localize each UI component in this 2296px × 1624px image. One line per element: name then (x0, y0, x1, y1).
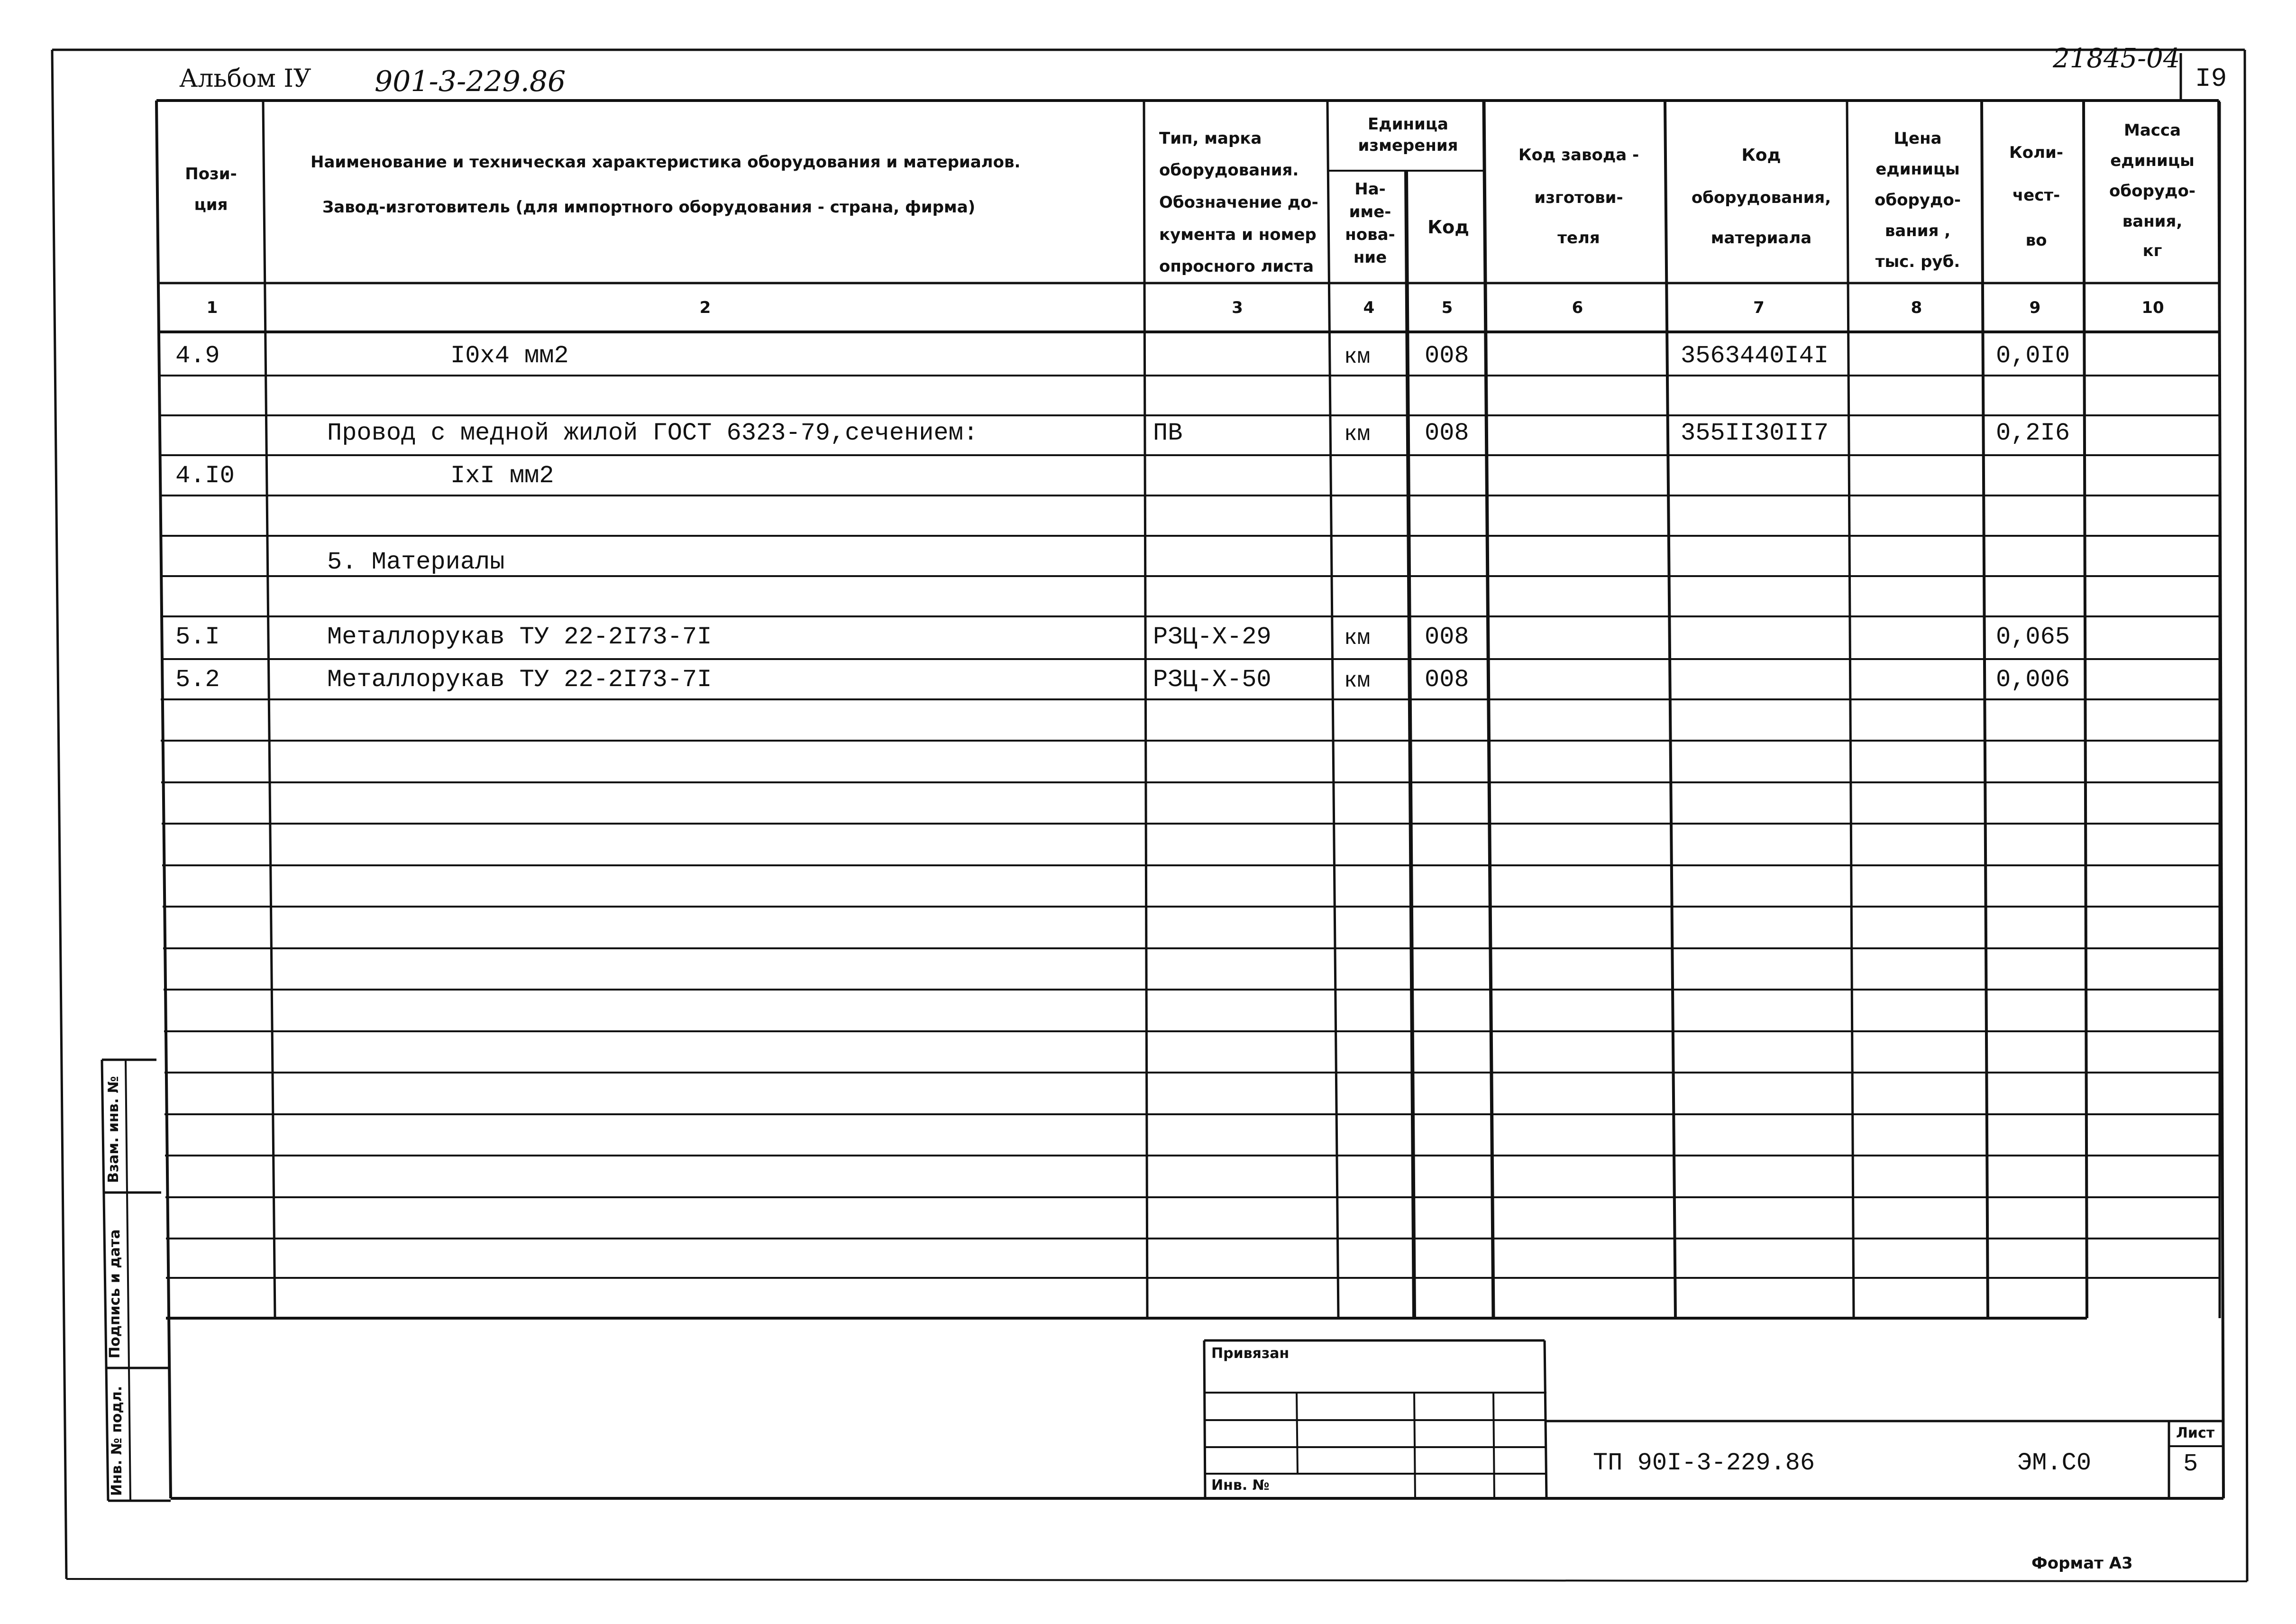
column-header-type-l3: Обозначение до- (1159, 193, 1318, 212)
row-quantity: 0,0I0 (1996, 342, 2070, 370)
side-stamp-inv-podl: Инв. № подл. (109, 1385, 125, 1496)
document-number-handwritten: 21845-04 (2053, 43, 2180, 74)
privyazan-label: Привязан (1211, 1345, 1290, 1362)
column-header-price-l4: вания , (1884, 221, 1951, 240)
row-position: 5.2 (175, 666, 220, 694)
row-position: 5.I (175, 623, 220, 651)
row-position: 4.9 (175, 342, 220, 370)
column-header-mass-l2: единицы (2110, 151, 2195, 170)
column-header-qty-l2: чест- (2012, 186, 2060, 205)
row-type: РЗЦ-Х-29 (1153, 623, 1271, 651)
document-designation: ТП 90I-3-229.86 (1593, 1449, 1815, 1477)
row-name: Провод с медной жилой ГОСТ 6323-79,сечением: (327, 419, 979, 447)
column-number-9: 9 (2029, 298, 2041, 317)
column-number-4: 4 (1363, 298, 1375, 317)
row-name: 5. Материалы (327, 548, 505, 576)
row-code: 008 (1425, 342, 1469, 370)
column-header-code-l2: оборудования, (1691, 188, 1831, 207)
row-code: 008 (1425, 623, 1469, 651)
column-header-code-l3: материала (1711, 229, 1812, 248)
column-header-qty-l3: во (2025, 231, 2047, 250)
column-header-type-l1: Тип, марка (1159, 129, 1262, 148)
column-header-unit-name-l3: нова- (1345, 225, 1395, 244)
row-unit: км (1344, 626, 1371, 651)
column-header-type-l4: кумента и номер (1159, 225, 1317, 244)
column-header-price-l3: оборудо- (1875, 191, 1961, 210)
inv-number-label: Инв. № (1211, 1477, 1270, 1494)
column-number-3: 3 (1232, 298, 1243, 317)
column-header-qty-l1: Коли- (2009, 143, 2063, 162)
column-number-10: 10 (2141, 298, 2164, 317)
column-number-5: 5 (1441, 298, 1453, 317)
column-header-mass-l3: оборудо- (2109, 182, 2195, 201)
column-header-factory-l3: теля (1557, 229, 1600, 248)
row-quantity: 0,2I6 (1996, 419, 2070, 447)
sheet-number: 5 (2183, 1450, 2198, 1478)
row-unit: км (1344, 345, 1371, 369)
column-header-type-l2: оборудования. (1159, 161, 1299, 180)
column-number-6: 6 (1572, 298, 1583, 317)
sheet-label: Лист (2176, 1425, 2215, 1441)
column-header-factory-l1: Код завода - (1518, 146, 1639, 165)
column-header-price-l1: Цена (1894, 129, 1942, 148)
column-header-mass-l5: кг (2142, 241, 2162, 260)
column-header-unit-name-l1: На- (1354, 180, 1386, 199)
column-number-7: 7 (1753, 298, 1765, 317)
row-position: 4.I0 (175, 462, 235, 490)
column-header-factory-l2: изготови- (1534, 188, 1623, 207)
row-quantity: 0,006 (1996, 666, 2070, 694)
column-number-8: 8 (1911, 298, 1922, 317)
row-code: 008 (1425, 666, 1469, 694)
column-header-code-l1: Код (1741, 146, 1781, 165)
row-unit: км (1344, 669, 1371, 693)
format-label: Формат А3 (2031, 1554, 2133, 1573)
row-material-code: 355II30II7 (1681, 419, 1829, 447)
column-header-mass-l1: Масса (2123, 121, 2181, 140)
sheet-number-top: I9 (2195, 64, 2227, 94)
side-stamp-vzam: Взам. инв. № (105, 1076, 122, 1183)
row-name: Металлорукав ТУ 22-2I73-7I (327, 666, 712, 694)
row-code: 008 (1425, 419, 1469, 447)
column-header-unit-name-l4: ние (1353, 248, 1387, 267)
column-header-price-l5: тыс. руб. (1875, 252, 1960, 271)
column-header-position (171, 159, 251, 220)
document-code: ЭМ.С0 (2017, 1449, 2092, 1477)
side-stamp-podpis: Подпись и дата (107, 1229, 123, 1358)
album-label: Альбом IУ (179, 64, 311, 93)
row-name: IxI мм2 (450, 462, 554, 490)
row-unit: км (1344, 422, 1371, 447)
column-header-position-text: Пози- ция (185, 165, 237, 214)
row-material-code: 3563440I4I (1681, 342, 1829, 370)
row-type: ПВ (1153, 419, 1183, 447)
column-number-2: 2 (699, 298, 711, 317)
column-header-unit-name-l2: име- (1349, 202, 1391, 221)
project-number-handwritten: 901-3-229.86 (375, 65, 566, 98)
column-header-unit-code: Код (1427, 217, 1469, 238)
row-quantity: 0,065 (1996, 623, 2070, 651)
column-header-name-line2: Завод-изготовитель (для импортного оборудования - страна, фирма) (322, 198, 976, 217)
column-header-unit-l1: Единица (1368, 115, 1448, 134)
column-header-price-l2: единицы (1875, 160, 1960, 179)
column-header-name-line1: Наименование и техническая характеристика оборудования и материалов. (311, 153, 1021, 172)
column-header-mass-l4: вания, (2122, 212, 2183, 231)
row-type: РЗЦ-Х-50 (1153, 666, 1271, 694)
column-number-1: 1 (206, 298, 218, 317)
column-header-type-l5: опросного листа (1159, 257, 1314, 276)
row-name: I0x4 мм2 (450, 342, 569, 370)
row-name: Металлорукав ТУ 22-2I73-7I (327, 623, 712, 651)
column-header-unit-l2: измерения (1358, 136, 1458, 155)
